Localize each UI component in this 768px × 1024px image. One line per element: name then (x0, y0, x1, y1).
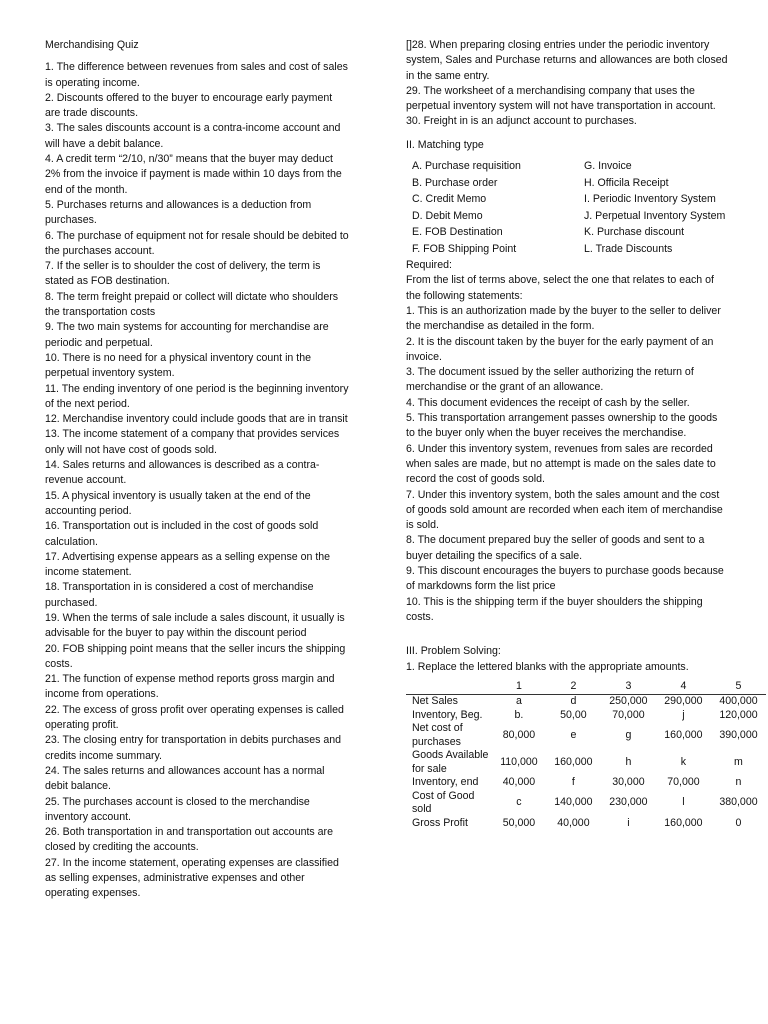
table-cell: 120,000 (719, 708, 758, 721)
matching-statement: 9. This discount encourages the buyers to purchase goods because of markdowns form the list price (406, 565, 724, 593)
question-item: 8. The term freight prepaid or collect will dictate who shoulders the transportation costs (45, 290, 339, 319)
table-cell: 40,000 (502, 776, 536, 789)
matching-statements (406, 304, 728, 625)
matching-statement: 6. Under this inventory system, revenues from sales are recorded when sales are made, but no attempt is made on the sales date to record the cost of goods sold. (406, 442, 716, 486)
table-cell: e (570, 728, 577, 741)
question-item: 12. Merchandise inventory could include goods that are in transit (45, 413, 348, 426)
table-row (406, 709, 766, 723)
matching-term: G. Invoice (584, 160, 632, 173)
matching-instruction: From the list of terms above, select the one that relates to each of the following statements: (406, 274, 714, 302)
table-row (406, 722, 766, 749)
question-item: 3. The sales discounts account is a contra-income account and will have a debit balance. (45, 122, 341, 150)
question-item: 18. Transportation in is considered a cost of merchandise purchased. (45, 581, 314, 609)
table-cell: 290,000 (664, 695, 703, 708)
question-item: 23. The closing entry for transportation in debits purchases and credits income summary. (45, 734, 342, 762)
column-header: 4 (656, 679, 711, 695)
question-item: 26. Both transportation in and transportation out accounts are closed by crediting the accounts. (45, 826, 333, 854)
row-label: Cost of Good sold (412, 789, 475, 816)
table-cell: l (682, 796, 685, 809)
table-cell: a (515, 695, 522, 708)
matching-statement: 8. The document prepared buy the seller of goods and sent to a buyer detailing the specifics of a sale. (406, 534, 705, 562)
question-item: 10. There is no need for a physical inventory count in the perpetual inventory system. (45, 351, 311, 380)
problem-heading: III. Problem Solving: (406, 645, 501, 658)
matching-statement: 3. The document issued by the seller authorizing the return of merchandise or the grant of an allowance. (406, 366, 694, 394)
column-header (406, 679, 492, 695)
table-cell: 110,000 (500, 755, 538, 768)
question-item: 5. Purchases returns and allowances is a deduction from purchases. (45, 198, 312, 227)
question-item: 14. Sales returns and allowances is described as a contra-revenue account. (45, 459, 320, 487)
table-row (406, 749, 766, 776)
table-cell: i (627, 816, 630, 829)
question-item: 22. The excess of gross profit over operating expenses is called operating profit. (45, 703, 344, 732)
quiz-title: Merchandising Quiz (45, 39, 139, 51)
question-item: 30. Freight in is an adjunct account to purchases. (406, 115, 637, 128)
matching-terms (406, 159, 728, 258)
matching-statement: 5. This transportation arrangement passes ownership to the goods to the buyer only when the buyer receives the merchandise. (406, 412, 718, 440)
table-cell: 230,000 (609, 796, 648, 809)
question-item: 25. The purchases account is closed to the merchandise inventory account. (45, 795, 310, 823)
table-cell: m (734, 755, 743, 768)
table-cell: n (735, 776, 742, 789)
matching-term: J. Perpetual Inventory System (584, 209, 726, 222)
right-column (406, 38, 758, 830)
table-cell: 70,000 (612, 708, 645, 721)
matching-heading: II. Matching type (406, 138, 484, 151)
table-header-row (406, 679, 766, 695)
matching-term: K. Purchase discount (584, 226, 685, 239)
left-column (45, 38, 350, 902)
table-cell: 50,00 (560, 708, 587, 721)
table-cell: 380,000 (719, 796, 758, 809)
matching-term: C. Credit Memo (412, 193, 487, 206)
required-label: Required: (406, 259, 452, 272)
column-header: 5 (711, 679, 766, 695)
row-label: Inventory, Beg. (412, 708, 483, 721)
question-item: 6. The purchase of equipment not for resale should be debited to the purchases account. (45, 229, 349, 257)
table-cell: 390,000 (719, 728, 758, 741)
question-item: 20. FOB shipping point means that the seller incurs the shipping costs. (45, 642, 346, 670)
table-row (406, 817, 766, 831)
question-item: 4. A credit term “2/10, n/30” means that the buyer may deduct 2% from the invoice if payment is made within 10 days from the end of the month. (45, 153, 342, 196)
true-false-list-continued (406, 38, 728, 130)
table-cell: 160,000 (664, 728, 703, 741)
problem-instruction: 1. Replace the lettered blanks with the appropriate amounts. (406, 660, 689, 673)
matching-statement: 7. Under this inventory system, both the sales amount and the cost of goods sold amount are recorded when each item of merchandise is sold. (406, 488, 723, 532)
matching-statement: 1. This is an authorization made by the buyer to the seller to deliver the merchandise as detailed in the form. (406, 304, 721, 333)
table-cell: 50,000 (502, 816, 536, 829)
row-label: Gross Profit (412, 816, 468, 829)
table-row (406, 790, 766, 817)
row-label: Inventory, end (412, 776, 479, 789)
matching-term: H. Officila Receipt (584, 176, 669, 189)
table-cell: b. (514, 708, 524, 721)
matching-statement: 4. This document evidences the receipt of cash by the seller. (406, 396, 690, 409)
table-cell: 250,000 (609, 695, 648, 708)
question-item: 13. The income statement of a company that provides services only will not have cost of goods sold. (45, 428, 340, 456)
matching-statement: 2. It is the discount taken by the buyer for the early payment of an invoice. (406, 335, 714, 363)
problem-table (406, 679, 766, 830)
question-item: 19. When the terms of sale include a sales discount, it usually is advisable for the buyer to pay within the discount period (45, 611, 345, 640)
question-item: 24. The sales returns and allowances account has a normal debit balance. (45, 764, 325, 793)
row-label: Goods Available for sale (412, 749, 489, 775)
question-item: 1. The difference between revenues from sales and cost of sales is operating income. (45, 61, 348, 89)
question-item: 9. The two main systems for accounting for merchandise are periodic and perpetual. (45, 321, 329, 349)
matching-term: B. Purchase order (412, 176, 498, 189)
column-header: 2 (546, 679, 601, 695)
true-false-list (45, 60, 350, 901)
row-label: Net cost of purchases (412, 722, 463, 748)
question-item: 17. Advertising expense appears as a selling expense on the income statement. (45, 550, 331, 579)
table-cell: f (571, 776, 575, 789)
table-cell: c (516, 796, 522, 809)
table-cell: h (625, 755, 632, 768)
table-cell: 140,000 (554, 796, 593, 809)
matching-term: D. Debit Memo (412, 209, 483, 222)
table-cell: 160,000 (554, 755, 593, 768)
table-cell: 30,000 (612, 776, 645, 789)
matching-term: F. FOB Shipping Point (412, 242, 517, 255)
column-header: 3 (601, 679, 656, 695)
question-item: 27. In the income statement, operating expenses are classified as selling expenses, administrative expenses and other operating expenses. (45, 856, 339, 900)
table-cell: 400,000 (719, 695, 758, 708)
question-item: 11. The ending inventory of one period is the beginning inventory of the next period. (45, 382, 349, 410)
question-item: 16. Transportation out is included in the cost of goods sold calculation. (45, 520, 319, 548)
table-cell: 80,000 (502, 728, 536, 741)
matching-term: A. Purchase requisition (412, 160, 521, 173)
matching-term: L. Trade Discounts (584, 242, 673, 255)
question-item: 21. The function of expense method reports gross margin and income from operations. (45, 673, 335, 701)
table-cell: 40,000 (557, 816, 590, 829)
table-cell: 160,000 (664, 816, 703, 829)
question-item: []28. When preparing closing entries under the periodic inventory system, Sales and Purchase returns and allowances are both closed in the same entry. (406, 39, 728, 82)
table-cell: k (680, 755, 687, 768)
row-label: Net Sales (412, 695, 458, 708)
table-row (406, 695, 766, 709)
table-row (406, 776, 766, 790)
question-item: 7. If the seller is to shoulder the cost of delivery, the term is stated as FOB destination. (45, 260, 321, 288)
table-cell: j (682, 708, 685, 721)
table-cell: g (625, 728, 632, 741)
table-cell: 0 (735, 816, 742, 829)
question-item: 29. The worksheet of a merchandising company that uses the perpetual inventory system will not have transportation in account. (406, 84, 716, 113)
matching-term: E. FOB Destination (412, 226, 503, 239)
table-cell: d (570, 695, 577, 708)
table-cell: 70,000 (667, 776, 700, 789)
column-header: 1 (492, 679, 546, 695)
question-item: 15. A physical inventory is usually taken at the end of the accounting period. (45, 489, 311, 517)
matching-term: I. Periodic Inventory System (584, 193, 716, 206)
question-item: 2. Discounts offered to the buyer to encourage early payment are trade discounts. (45, 91, 333, 120)
matching-statement: 10. This is the shipping term if the buyer shoulders the shipping costs. (406, 595, 703, 623)
